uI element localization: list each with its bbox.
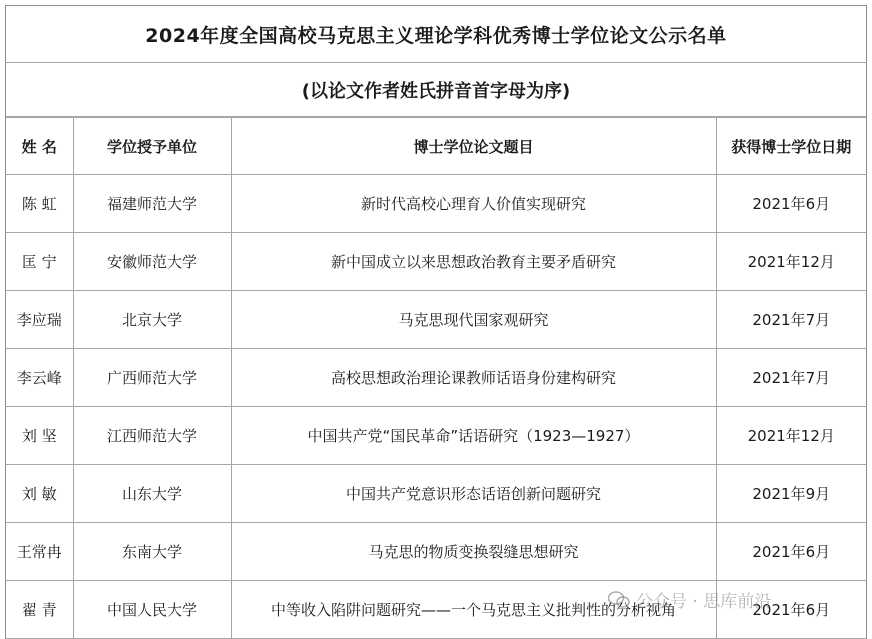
cell-name: 陈 虹 xyxy=(6,175,73,233)
cell-thesis: 高校思想政治理论课教师话语身份建构研究 xyxy=(231,349,716,407)
title-row xyxy=(6,6,866,63)
table-row xyxy=(6,291,866,349)
header-name: 姓 名 xyxy=(6,118,73,175)
cell-university: 福建师范大学 xyxy=(73,175,231,233)
table-row xyxy=(6,233,866,291)
cell-name: 王常冉 xyxy=(6,523,73,581)
cell-thesis: 中等收入陷阱问题研究——一个马克思主义批判性的分析视角 xyxy=(231,581,716,639)
cell-university: 江西师范大学 xyxy=(73,407,231,465)
award-list-table xyxy=(6,117,866,639)
cell-thesis: 中国共产党意识形态话语创新问题研究 xyxy=(231,465,716,523)
table-row xyxy=(6,523,866,581)
cell-date: 2021年12月 xyxy=(716,233,866,291)
page-subtitle: (以论文作者姓氏拼音首字母为序) xyxy=(301,80,571,102)
cell-name: 刘 敏 xyxy=(6,465,73,523)
header-date: 获得博士学位日期 xyxy=(716,118,866,175)
cell-university: 山东大学 xyxy=(73,465,231,523)
page-title: 2024年度全国高校马克思主义理论学科优秀博士学位论文公示名单 xyxy=(145,24,727,47)
subtitle-row xyxy=(6,63,866,117)
cell-date: 2021年6月 xyxy=(716,523,866,581)
table-row xyxy=(6,407,866,465)
cell-date: 2021年12月 xyxy=(716,407,866,465)
cell-university: 北京大学 xyxy=(73,291,231,349)
cell-date: 2021年9月 xyxy=(716,465,866,523)
cell-date: 2021年7月 xyxy=(716,349,866,407)
cell-name: 刘 坚 xyxy=(6,407,73,465)
cell-date: 2021年7月 xyxy=(716,291,866,349)
cell-thesis: 马克思现代国家观研究 xyxy=(231,291,716,349)
table-row xyxy=(6,465,866,523)
table-row xyxy=(6,175,866,233)
cell-university: 安徽师范大学 xyxy=(73,233,231,291)
document-table-sheet xyxy=(5,5,867,639)
table-header-row xyxy=(6,118,866,175)
header-university: 学位授予单位 xyxy=(73,118,231,175)
cell-thesis: 新中国成立以来思想政治教育主要矛盾研究 xyxy=(231,233,716,291)
cell-university: 广西师范大学 xyxy=(73,349,231,407)
watermark-text: 公众号 · 思库前沿 xyxy=(636,592,772,612)
cell-name: 李云峰 xyxy=(6,349,73,407)
cell-name: 李应瑞 xyxy=(6,291,73,349)
table-row xyxy=(6,581,866,639)
header-thesis: 博士学位论文题目 xyxy=(231,118,716,175)
cell-thesis: 新时代高校心理育人价值实现研究 xyxy=(231,175,716,233)
cell-university: 东南大学 xyxy=(73,523,231,581)
cell-name: 翟 青 xyxy=(6,581,73,639)
cell-date: 2021年6月 xyxy=(716,581,866,639)
table-row xyxy=(6,349,866,407)
cell-university: 中国人民大学 xyxy=(73,581,231,639)
cell-thesis: 马克思的物质变换裂缝思想研究 xyxy=(231,523,716,581)
cell-name: 匡 宁 xyxy=(6,233,73,291)
cell-date: 2021年6月 xyxy=(716,175,866,233)
cell-thesis: 中国共产党“国民革命”话语研究（1923—1927） xyxy=(231,407,716,465)
